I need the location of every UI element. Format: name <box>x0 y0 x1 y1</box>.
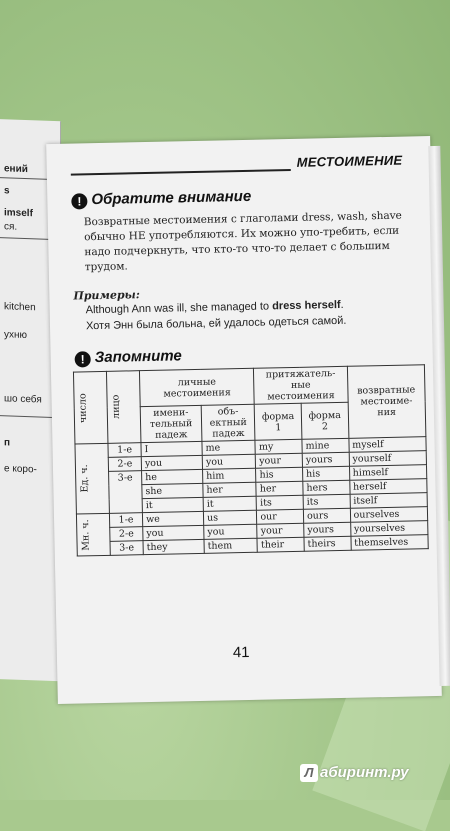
cell-objective: us <box>203 510 257 525</box>
cell-reflexive: themselves <box>351 535 429 551</box>
book-page <box>46 136 442 704</box>
cell-reflexive: herself <box>349 479 427 495</box>
left-fragment: ений <box>4 163 28 176</box>
exclamation-icon: ! <box>71 193 87 209</box>
cell-reflexive: yourselves <box>350 521 428 537</box>
cell-nominative: he <box>142 469 203 484</box>
cell-reflexive: itself <box>350 493 428 509</box>
group-plural: Мн. ч. <box>76 513 110 556</box>
cell-objective: you <box>204 524 258 539</box>
cell-form1: her <box>256 481 303 496</box>
header-possessive: притяжатель-ные местоимения <box>254 366 348 404</box>
header-nominative: имени-тельный падеж <box>140 405 202 442</box>
cell-reflexive: yourself <box>349 451 427 467</box>
left-fragment: kitchen <box>4 301 36 314</box>
section-title: МЕСТОИМЕНИЕ <box>296 152 403 170</box>
page-number: 41 <box>232 643 250 662</box>
cell-form2: ours <box>303 508 350 523</box>
cell-form1: their <box>257 537 304 552</box>
cell-reflexive: ourselves <box>350 507 428 523</box>
cell-form1: your <box>256 453 303 468</box>
header-rule <box>71 169 291 176</box>
cell-nominative: I <box>141 441 202 456</box>
left-fragment: ухню <box>4 329 28 342</box>
header-person: лицо <box>106 371 141 444</box>
header-number: число <box>73 371 108 444</box>
example-english-start: Although Ann was ill, she managed to <box>85 300 273 317</box>
example-russian: Хотя Энн была больна, ей удалось одеться самой. <box>85 314 347 333</box>
cell-objective: them <box>204 538 258 553</box>
watermark-text: абиринт.ру <box>320 764 409 781</box>
cell-form1: our <box>257 509 304 524</box>
group-singular: Ед. ч. <box>75 443 109 514</box>
cell-form2: mine <box>302 438 349 453</box>
header-reflexive: возвратные местоиме-ния <box>347 365 426 439</box>
attention-text: Возвратные местоимения с глаголами dress, wash, shave обычно НЕ употребляются. Их можно упо-требить, если надо подчеркнуть, что кто-то что-то делает с большим трудом. <box>83 209 402 274</box>
remember-title: Запомните <box>94 347 182 367</box>
example-english-end: . <box>340 298 344 311</box>
cell-reflexive: himself <box>349 465 427 481</box>
cell-form1: its <box>256 495 303 510</box>
cell-form2: his <box>302 466 349 481</box>
cell-nominative: she <box>142 483 203 498</box>
cell-objective: it <box>203 496 257 511</box>
table-header-row <box>73 365 425 408</box>
left-fragment: imself <box>4 207 33 220</box>
attention-title: Обратите внимание <box>91 187 252 209</box>
cell-form1: his <box>256 467 303 482</box>
example-english-emphasis: dress herself <box>272 298 341 313</box>
cell-form2: yours <box>302 452 349 467</box>
cell-person: 2-е <box>108 457 141 472</box>
cell-objective: her <box>203 482 257 497</box>
cell-nominative: they <box>143 539 204 554</box>
cell-person: 1-е <box>109 513 142 528</box>
cell-form2: yours <box>304 522 351 537</box>
cell-person: 3-е <box>109 471 143 514</box>
header-personal: личные местоимения <box>139 368 254 406</box>
watermark <box>300 764 409 782</box>
cell-reflexive: myself <box>349 437 427 453</box>
cell-nominative: you <box>143 525 204 540</box>
cell-form1: your <box>257 523 304 538</box>
examples-label: Примеры: <box>73 288 140 303</box>
cell-form2: its <box>303 494 350 509</box>
cell-objective: me <box>202 440 256 455</box>
cell-person: 2-е <box>110 527 143 542</box>
cell-person: 3-е <box>110 541 143 556</box>
cell-form1: my <box>255 439 302 454</box>
cell-person: 1-е <box>108 443 141 458</box>
cell-objective: him <box>203 468 257 483</box>
header-form2: форма 2 <box>301 402 348 439</box>
cell-nominative: we <box>142 511 203 526</box>
left-fragment: ся. <box>4 221 18 233</box>
header-objective: объ-ектный падеж <box>201 404 255 441</box>
pronoun-table <box>73 364 429 556</box>
header-form1: форма 1 <box>255 403 302 440</box>
cell-nominative: it <box>142 497 203 512</box>
cell-nominative: you <box>141 455 202 470</box>
cell-objective: you <box>202 454 256 469</box>
exclamation-icon: ! <box>75 351 91 367</box>
cell-form2: theirs <box>304 536 351 551</box>
left-fragment: е коро- <box>4 463 37 476</box>
left-fragment: s <box>4 185 10 197</box>
example-english <box>86 299 344 316</box>
left-fragment: шо себя <box>4 393 42 406</box>
cell-form2: hers <box>303 480 350 495</box>
left-fragment: п <box>4 437 11 449</box>
watermark-logo-icon: Л <box>300 764 318 782</box>
